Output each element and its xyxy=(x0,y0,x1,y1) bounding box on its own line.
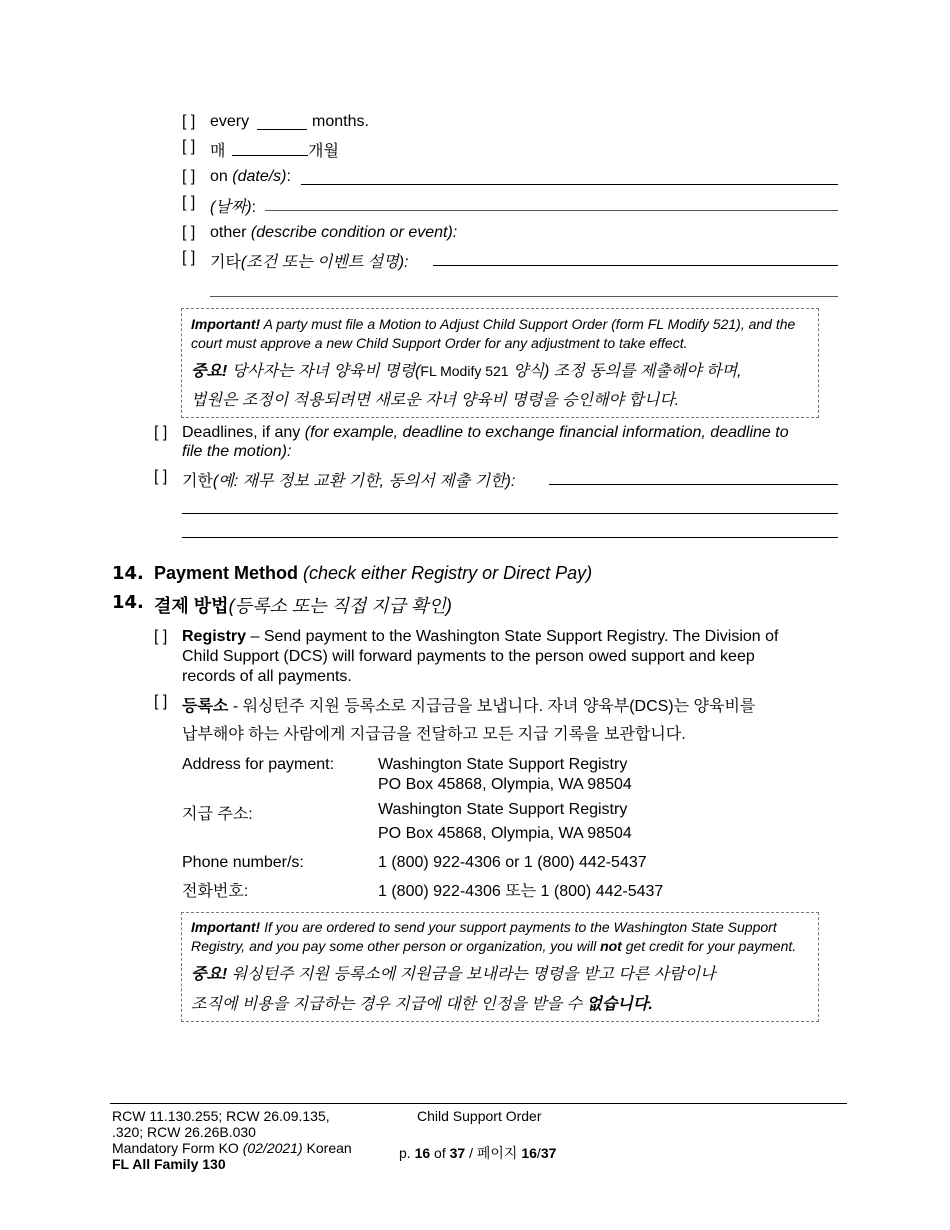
address-ko-line1: Washington State Support Registry xyxy=(378,801,628,818)
registry-text-line3: records of all payments. xyxy=(182,668,352,685)
deadlines-field[interactable] xyxy=(549,484,838,485)
deadlines-ko-checkbox[interactable]: [ ] xyxy=(154,468,168,485)
deadlines-field-line3[interactable] xyxy=(182,537,838,538)
important-1-en-line2: court must approve a new Child Support Order for any adjustment to take effect. xyxy=(191,335,688,351)
registry-ko-text-line2: 납부해야 하는 사람에게 지급금을 전달하고 모든 지급 기록을 보관합니다. xyxy=(182,726,686,743)
important-1-ko-line2: 법원은 조정이 적용되려면 새로운 자녀 양육비 명령을 승인해야 합니다. xyxy=(191,392,680,409)
section-14-title: Payment Method (check either Registry or Direct Pay) xyxy=(154,563,593,583)
registry-text-line1: Registry – Send payment to the Washington State Support Registry. The Division of xyxy=(182,628,779,645)
phone-ko-label: 전화번호: xyxy=(182,883,249,900)
important-1-ko-line1: 중요! 당사자는 자녀 양육비 명령(FL Modify 521 양식) 조정 동의를 제출해야 하며, xyxy=(191,363,742,380)
other-ko-checkbox[interactable]: [ ] xyxy=(182,249,196,266)
deadlines-checkbox[interactable]: [ ] xyxy=(154,424,168,441)
every-months-ko-field[interactable] xyxy=(232,155,308,156)
registry-text-line2: Child Support (DCS) will forward payments to the person owed support and keep xyxy=(182,648,755,665)
address-ko-label: 지급 주소: xyxy=(182,806,253,823)
other-extra-line[interactable] xyxy=(210,296,838,297)
address-line2: PO Box 45868, Olympia, WA 98504 xyxy=(378,776,632,793)
address-line1: Washington State Support Registry xyxy=(378,756,628,773)
address-label: Address for payment: xyxy=(182,756,335,773)
on-date-field[interactable] xyxy=(301,184,838,185)
registry-checkbox[interactable]: [ ] xyxy=(154,628,168,645)
deadlines-label: Deadlines, if any (for example, deadline to exchange financial information, deadline to xyxy=(182,424,789,441)
other-label: other (describe condition or event): xyxy=(210,224,458,241)
section-14-heading: 14. xyxy=(112,563,144,584)
important-2-ko-line1: 중요! 워싱턴주 지원 등록소에 지원금을 보내라는 명령을 받고 다른 사람이나 xyxy=(191,966,716,983)
months-label: months. xyxy=(312,113,369,130)
every-months-ko-checkbox[interactable]: [ ] xyxy=(182,138,196,155)
section-14-heading-ko: 14. xyxy=(112,592,144,613)
important-2-en-line2: Registry, and you pay some other person or organization, you will not get credit for your payment. xyxy=(191,938,797,954)
important-2-en-line1: Important! If you are ordered to send your support payments to the Washington State Support xyxy=(191,919,777,935)
registry-ko-checkbox[interactable]: [ ] xyxy=(154,693,168,710)
phone-label: Phone number/s: xyxy=(182,854,304,871)
every-months-field[interactable] xyxy=(257,129,307,130)
footer-form-line: Mandatory Form KO (02/2021) Korean xyxy=(112,1140,352,1156)
deadlines-field-line2[interactable] xyxy=(182,513,838,514)
phone-value: 1 (800) 922-4306 or 1 (800) 442-5437 xyxy=(378,854,647,871)
important-2-ko-line2: 조직에 비용을 지급하는 경우 지급에 대한 인정을 받을 수 없습니다. xyxy=(191,996,653,1013)
deadlines-hint-line2: file the motion): xyxy=(182,443,292,460)
address-ko-line2: PO Box 45868, Olympia, WA 98504 xyxy=(378,825,632,842)
every-ko-label: 매 xyxy=(210,143,226,160)
date-ko-checkbox[interactable]: [ ] xyxy=(182,194,196,211)
footer-divider xyxy=(110,1103,847,1104)
other-ko-field[interactable] xyxy=(433,265,838,266)
footer-rcw-line2: .320; RCW 26.26B.030 xyxy=(112,1124,256,1140)
footer-rcw-line1: RCW 11.130.255; RCW 26.09.135, xyxy=(112,1108,330,1124)
every-label: every xyxy=(210,113,250,130)
phone-ko-value: 1 (800) 922-4306 또는 1 (800) 442-5437 xyxy=(378,883,664,900)
every-months-checkbox[interactable]: [ ] xyxy=(182,113,196,130)
months-ko-label: 개월 xyxy=(308,143,339,160)
important-1-en-line1: Important! A party must file a Motion to Adjust Child Support Order (form FL Modify 521), and the xyxy=(191,316,796,332)
registry-ko-text-line1: 등록소 - 워싱턴주 지원 등록소로 지급금을 보냅니다. 자녀 양육부(DCS)는 양육비를 xyxy=(182,698,756,715)
deadlines-ko-label: 기한(예: 재무 정보 교환 기한, 동의서 제출 기한): xyxy=(182,473,516,490)
section-14-title-ko: 결제 방법(등록소 또는 직접 지급 확인) xyxy=(154,596,452,616)
footer-form-id: FL All Family 130 xyxy=(112,1156,226,1172)
other-ko-label: 기타(조건 또는 이벤트 설명): xyxy=(210,254,409,271)
footer-page-number: p. 16 of 37 / 페이지 16/37 xyxy=(399,1145,557,1161)
date-ko-label: (날짜): xyxy=(210,199,257,216)
footer-doc-title: Child Support Order xyxy=(417,1108,542,1124)
on-date-label: on (date/s): xyxy=(210,168,291,185)
important-box-1 xyxy=(181,308,819,418)
other-checkbox[interactable]: [ ] xyxy=(182,224,196,241)
date-ko-field[interactable] xyxy=(265,210,838,211)
on-date-checkbox[interactable]: [ ] xyxy=(182,168,196,185)
important-box-2 xyxy=(181,912,819,1022)
